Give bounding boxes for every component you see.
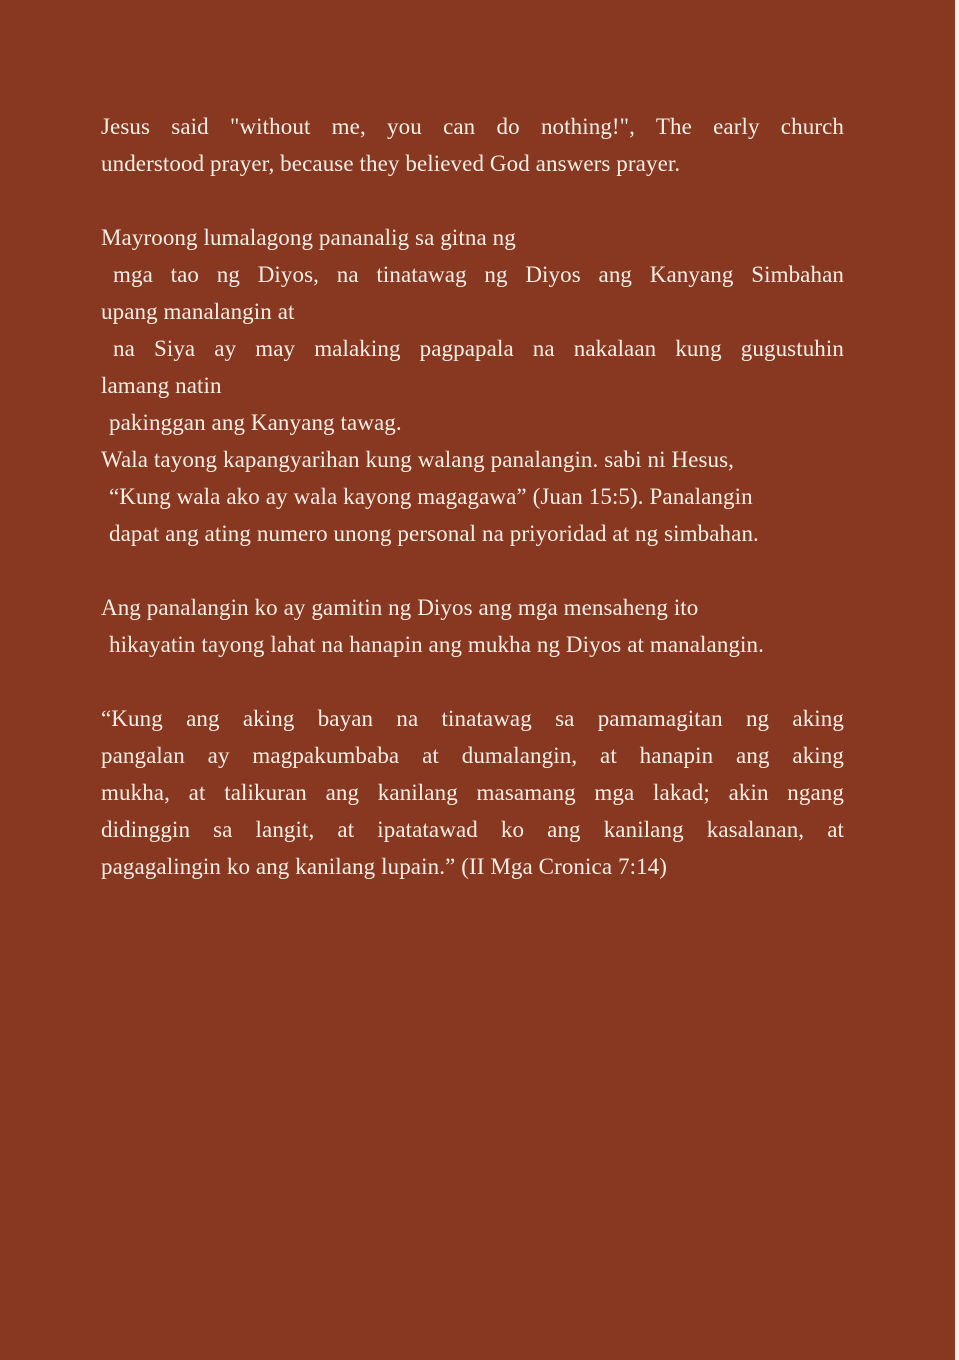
paragraph-line: mukha, at talikuran ang kanilang masamang mga lakad; akin ngang — [101, 780, 844, 805]
paragraph-line: lamang natin — [101, 373, 222, 398]
paragraph-line: hikayatin tayong lahat na hanapin ang mukha ng Diyos at manalangin. — [109, 632, 765, 657]
paragraph-line: understood prayer, because they believed God answers prayer. — [101, 151, 681, 176]
paragraph-line: pagagalingin ko ang kanilang lupain.” (II Mga Cronica 7:14) — [101, 854, 668, 879]
paragraph-line: Mayroong lumalagong pananalig sa gitna ng — [101, 225, 516, 250]
paragraph-jesus-said — [101, 108, 844, 182]
paragraph-line: pangalan ay magpakumbaba at dumalangin, at hanapin ang aking — [101, 743, 844, 768]
page-edge — [955, 0, 959, 1360]
paragraph-line: dapat ang ating numero unong personal na priyoridad at ng simbahan. — [109, 521, 759, 546]
paragraph-line: “Kung ang aking bayan na tinatawag sa pamamagitan ng aking — [101, 706, 844, 731]
paragraph-line: “Kung wala ako ay wala kayong magagawa” (Juan 15:5). Panalangin — [109, 484, 753, 509]
paragraph-line: na Siya ay may malaking pagpapala na nakalaan kung gugustuhin — [113, 336, 844, 361]
paragraph-line: upang manalangin at — [101, 299, 295, 324]
paragraph-scripture-quote — [101, 700, 844, 885]
paragraph-line: pakinggan ang Kanyang tawag. — [109, 410, 402, 435]
paragraph-line: didinggin sa langit, at ipatatawad ko ang kanilang kasalanan, at — [101, 817, 844, 842]
paragraph-line: Ang panalangin ko ay gamitin ng Diyos ang mga mensaheng ito — [101, 595, 699, 620]
paragraph-mayroong — [101, 219, 844, 552]
paragraph-ang-panalangin — [101, 589, 844, 663]
paragraph-line: Wala tayong kapangyarihan kung walang panalangin. sabi ni Hesus, — [101, 447, 735, 472]
paragraph-line: mga tao ng Diyos, na tinatawag ng Diyos ang Kanyang Simbahan — [113, 262, 844, 287]
paragraph-line: Jesus said "without me, you can do nothing!", The early church — [101, 114, 844, 139]
